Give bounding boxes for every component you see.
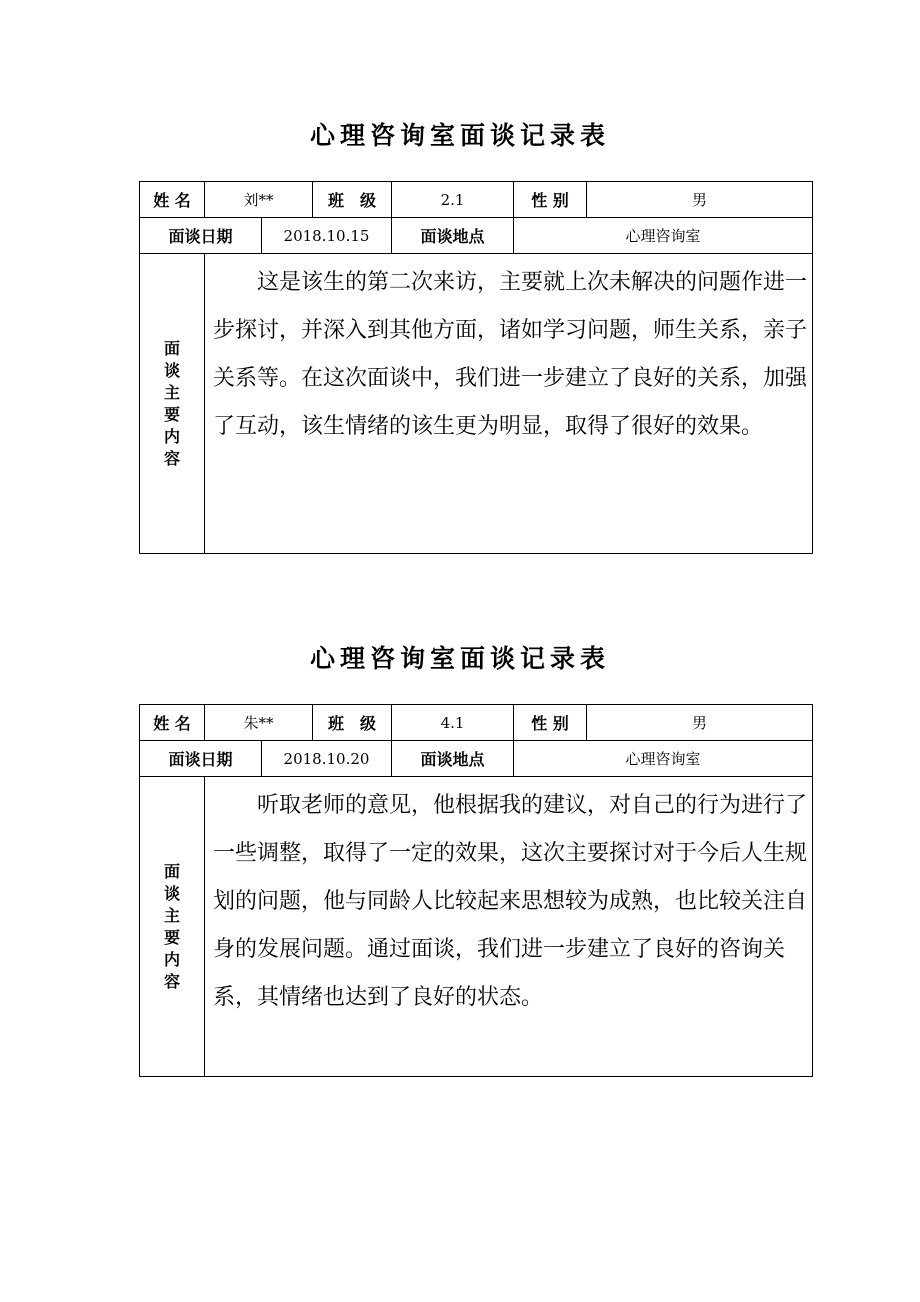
col-divider: [204, 253, 205, 553]
date-label: 面谈日期: [168, 227, 233, 246]
date-label: 面谈日期: [168, 750, 233, 769]
col-divider: [204, 776, 205, 1076]
gender-value: 男: [691, 191, 707, 209]
content-label: 面谈主要内容: [163, 339, 180, 468]
place-label: 面谈地点: [420, 750, 485, 769]
date-value: 2018.10.15: [283, 226, 370, 245]
class-value: 2.1: [440, 190, 465, 209]
place-value: 心理咨询室: [625, 227, 701, 245]
content-label-cell: [140, 255, 204, 553]
row-divider: [140, 776, 812, 777]
name-value: 朱**: [243, 714, 274, 732]
gender-label: 性 别: [531, 714, 569, 733]
record-table: [139, 181, 813, 554]
row-divider: [140, 253, 812, 254]
record-title: 心理咨询室面谈记录表: [309, 121, 610, 150]
name-label: 姓 名: [153, 191, 191, 210]
place-label: 面谈地点: [420, 227, 485, 246]
class-label: 班 级: [327, 191, 376, 210]
class-value: 4.1: [440, 713, 465, 732]
name-label: 姓 名: [153, 714, 191, 733]
date-value: 2018.10.20: [283, 749, 370, 768]
place-value: 心理咨询室: [625, 750, 701, 768]
gender-label: 性 别: [531, 191, 569, 210]
content-label-cell: [140, 778, 204, 1076]
class-label: 班 级: [327, 714, 376, 733]
record-title: 心理咨询室面谈记录表: [309, 644, 610, 673]
interview-content: 听取老师的意见，他根据我的建议，对自己的行为进行了一些调整，取得了一定的效果，这次主要探讨对于今后人生规划的问题，他与同龄人比较起来思想较为成熟，也比较关注自身的发展问题。通过面谈，我们进一步建立了良好的咨询关系，其情绪也达到了良好的状态。: [213, 793, 808, 1010]
gender-value: 男: [691, 714, 707, 732]
interview-content: 这是该生的第二次来访，主要就上次未解决的问题作进一步探讨，并深入到其他方面，诸如学习问题，师生关系，亲子关系等。在这次面谈中，我们进一步建立了良好的关系，加强了互动，该生情绪的该生更为明显，取得了很好的效果。: [213, 270, 808, 439]
name-value: 刘**: [243, 191, 274, 209]
content-label: 面谈主要内容: [163, 862, 180, 991]
record-table: [139, 704, 813, 1077]
